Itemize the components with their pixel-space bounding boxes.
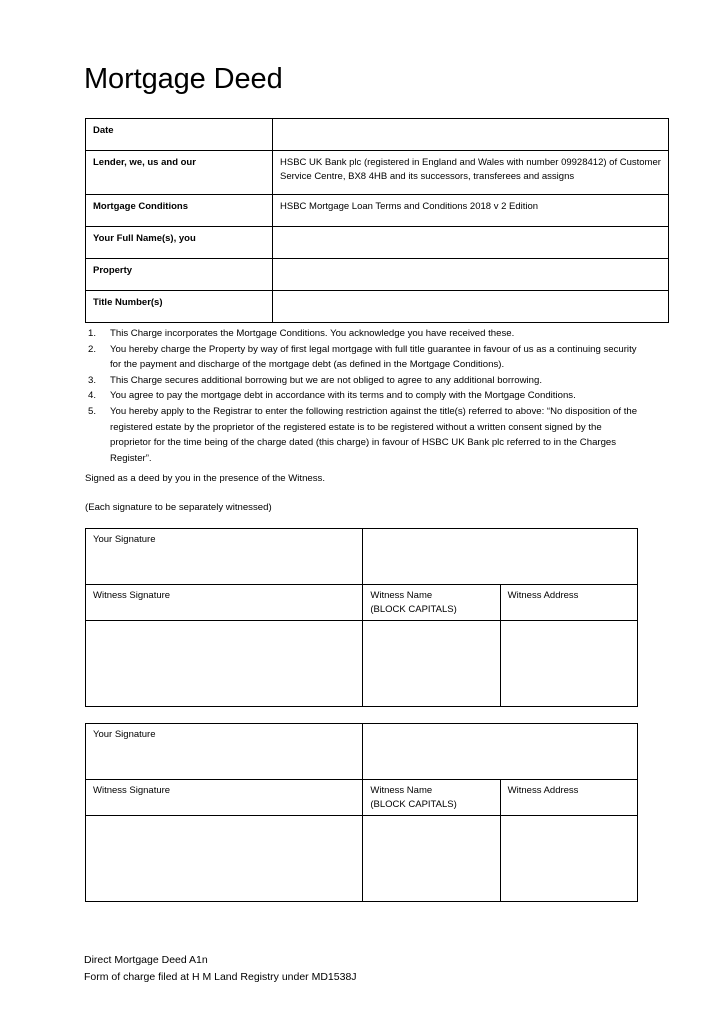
table-row-lender	[86, 151, 669, 195]
witness-signature-field[interactable]	[86, 620, 363, 706]
clause-number: 4.	[88, 390, 97, 402]
page-title: Mortgage Deed	[84, 63, 283, 95]
list-item	[85, 342, 645, 373]
list-item	[85, 326, 645, 342]
table-row-witness-headers	[86, 780, 638, 816]
witness-name-label: Witness Name	[370, 785, 433, 796]
clause-text: This Charge secures additional borrowing but we are not obliged to agree to any additional borrowing.	[110, 374, 542, 386]
clause-number: 1.	[88, 328, 97, 339]
row-label-your-full-names: Your Full Name(s), you	[86, 227, 273, 259]
footer-land-registry-reference: Form of charge filed at H M Land Registry under MD1538J	[84, 971, 357, 983]
your-signature-field[interactable]	[363, 529, 638, 585]
table-row-witness-headers	[86, 585, 638, 621]
witness-signature-label: Witness Signature	[86, 585, 363, 621]
table-row-your-full-names	[86, 227, 669, 259]
witness-address-label: Witness Address	[500, 585, 637, 621]
clause-text: This Charge incorporates the Mortgage Conditions. You acknowledge you have received these.	[110, 328, 515, 339]
clause-number: 2.	[88, 343, 97, 355]
list-item	[85, 388, 645, 404]
row-label-mortgage-conditions: Mortgage Conditions	[86, 195, 273, 227]
separately-witnessed-note: (Each signature to be separately witnessed)	[85, 502, 272, 513]
mortgage-details-table	[85, 118, 669, 323]
row-label-lender: Lender, we, us and our	[86, 151, 273, 195]
signed-as-deed-statement: Signed as a deed by you in the presence of the Witness.	[85, 473, 325, 484]
witness-address-field[interactable]	[500, 815, 637, 901]
witness-address-field[interactable]	[500, 620, 637, 706]
row-label-property: Property	[86, 259, 273, 291]
clause-text: You hereby charge the Property by way of first legal mortgage with full title guarantee in favour of us as a continuing security for the payment and discharge of the mortgage debt (as defined in the Mortgage Conditions).	[110, 343, 637, 371]
witness-name-field[interactable]	[363, 815, 500, 901]
row-label-date: Date	[86, 119, 273, 151]
row-value-mortgage-conditions: HSBC Mortgage Loan Terms and Conditions 2018 v 2 Edition	[273, 195, 669, 227]
witness-name-sublabel: (BLOCK CAPITALS)	[370, 798, 457, 810]
clause-number: 3.	[88, 374, 97, 386]
table-row-witness-fields	[86, 815, 638, 901]
row-value-your-full-names[interactable]	[273, 227, 669, 259]
table-row-title-numbers	[86, 291, 669, 323]
witness-signature-field[interactable]	[86, 815, 363, 901]
table-row-witness-fields	[86, 620, 638, 706]
witness-name-label: Witness Name	[370, 590, 433, 601]
your-signature-label: Your Signature	[86, 529, 363, 585]
witness-name-label-cell	[363, 585, 500, 621]
table-row-your-signature	[86, 724, 638, 780]
witness-signature-label: Witness Signature	[86, 780, 363, 816]
row-value-date[interactable]	[273, 119, 669, 151]
list-item	[85, 373, 645, 389]
clause-text: You agree to pay the mortgage debt in accordance with its terms and to comply with the Mortgage Conditions.	[110, 390, 576, 402]
row-value-title-numbers[interactable]	[273, 291, 669, 323]
list-item	[85, 404, 645, 466]
signature-block-1	[85, 528, 638, 707]
witness-name-label-cell	[363, 780, 500, 816]
table-row-mortgage-conditions	[86, 195, 669, 227]
table-row-date	[86, 119, 669, 151]
your-signature-field[interactable]	[363, 724, 638, 780]
signature-block-2	[85, 723, 638, 902]
row-value-property[interactable]	[273, 259, 669, 291]
table-row-your-signature	[86, 529, 638, 585]
witness-name-sublabel: (BLOCK CAPITALS)	[370, 603, 457, 615]
row-value-lender: HSBC UK Bank plc (registered in England and Wales with number 09928412) of Customer Service Centre, BX8 4HB and its successors, transferees and assigns	[273, 151, 669, 195]
clauses-list	[85, 326, 645, 466]
footer-form-code: Direct Mortgage Deed A1n	[84, 954, 208, 966]
clause-text: You hereby apply to the Registrar to enter the following restriction against the title(s) referred to above: “No disposition of the registered estate by the proprietor of the registered estate is to be registered without a written consent signed by the proprietor for the time being of the charge dated (this charge) in favour of HSBC UK Bank plc referred to in the Charges Register”.	[110, 405, 638, 464]
row-label-title-numbers: Title Number(s)	[86, 291, 273, 323]
clause-number: 5.	[88, 405, 97, 417]
witness-address-label: Witness Address	[500, 780, 637, 816]
table-row-property	[86, 259, 669, 291]
your-signature-label: Your Signature	[86, 724, 363, 780]
witness-name-field[interactable]	[363, 620, 500, 706]
